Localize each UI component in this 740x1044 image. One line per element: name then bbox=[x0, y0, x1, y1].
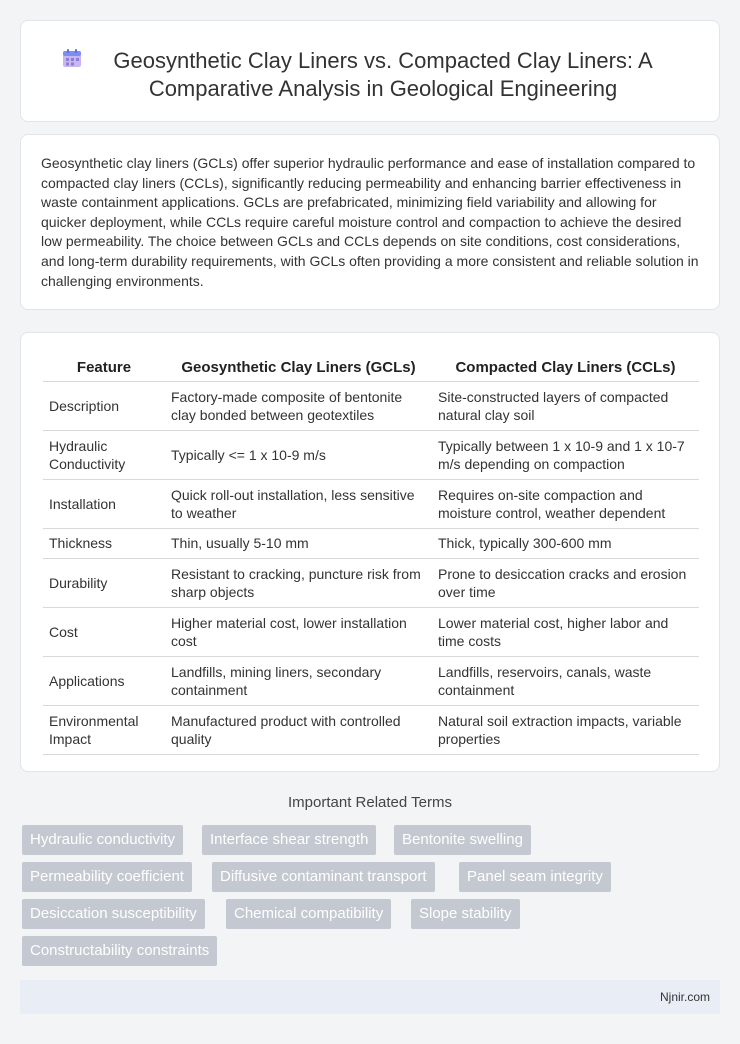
related-term-tag[interactable]: Constructability constraints bbox=[22, 936, 217, 966]
gcl-cell: Resistant to cracking, puncture risk from sharp objects bbox=[165, 558, 432, 607]
related-term-tag[interactable]: Diffusive contaminant transport bbox=[212, 862, 435, 892]
gcl-cell: Landfills, mining liners, secondary containment bbox=[165, 656, 432, 705]
gcl-cell: Manufactured product with controlled quality bbox=[165, 705, 432, 754]
table-row bbox=[43, 558, 699, 607]
ccl-cell: Lower material cost, higher labor and time costs bbox=[432, 607, 699, 656]
related-term-tag[interactable]: Chemical compatibility bbox=[226, 899, 391, 929]
ccl-cell: Typically between 1 x 10-9 and 1 x 10-7 m/s depending on compaction bbox=[432, 430, 699, 479]
table-row bbox=[43, 479, 699, 528]
title-card bbox=[20, 20, 720, 122]
ccl-cell: Prone to desiccation cracks and erosion over time bbox=[432, 558, 699, 607]
ccl-cell: Natural soil extraction impacts, variable properties bbox=[432, 705, 699, 754]
table-row bbox=[43, 656, 699, 705]
page-title: Geosynthetic Clay Liners vs. Compacted Clay Liners: A Comparative Analysis in Geological Engineering bbox=[113, 48, 653, 101]
ccl-cell: Thick, typically 300-600 mm bbox=[432, 528, 699, 558]
column-header-feature: Feature bbox=[43, 353, 165, 381]
column-header-gcl: Geosynthetic Clay Liners (GCLs) bbox=[165, 353, 432, 381]
related-term-tag[interactable]: Bentonite swelling bbox=[394, 825, 531, 855]
ccl-cell: Landfills, reservoirs, canals, waste containment bbox=[432, 656, 699, 705]
ccl-cell: Site-constructed layers of compacted natural clay soil bbox=[432, 381, 699, 430]
table-row bbox=[43, 381, 699, 430]
ccl-cell: Requires on-site compaction and moisture control, weather dependent bbox=[432, 479, 699, 528]
table-header-row bbox=[43, 353, 699, 381]
summary-paragraph: Geosynthetic clay liners (GCLs) offer superior hydraulic performance and ease of installation compared to compacted clay liners (CCLs), significantly reducing permeability and enhancing barrier effectiveness in waste containment applications. GCLs are prefabricated, minimizing field variability and allowing for quicker deployment, while CCLs require careful moisture control and compaction to achieve the desired low permeability. The choice between GCLs and CCLs depends on site conditions, cost considerations, and long-term durability requirements, with GCLs often providing a more consistent and reliable solution in challenging environments. bbox=[41, 155, 699, 289]
table-row bbox=[43, 430, 699, 479]
feature-cell: Description bbox=[43, 381, 165, 430]
feature-cell: Environmental Impact bbox=[43, 705, 165, 754]
gcl-cell: Higher material cost, lower installation cost bbox=[165, 607, 432, 656]
feature-cell: Hydraulic Conductivity bbox=[43, 430, 165, 479]
related-term-tag[interactable]: Desiccation susceptibility bbox=[22, 899, 205, 929]
gcl-cell: Thin, usually 5-10 mm bbox=[165, 528, 432, 558]
column-header-ccl: Compacted Clay Liners (CCLs) bbox=[432, 353, 699, 381]
gcl-cell: Factory-made composite of bentonite clay bonded between geotextiles bbox=[165, 381, 432, 430]
feature-cell: Installation bbox=[43, 479, 165, 528]
table-row bbox=[43, 607, 699, 656]
summary-card bbox=[20, 134, 720, 310]
feature-cell: Thickness bbox=[43, 528, 165, 558]
related-term-tag[interactable]: Hydraulic conductivity bbox=[22, 825, 183, 855]
table-row bbox=[43, 705, 699, 754]
comparison-table-card bbox=[20, 332, 720, 772]
gcl-cell: Typically <= 1 x 10-9 m/s bbox=[165, 430, 432, 479]
related-term-tag[interactable]: Permeability coefficient bbox=[22, 862, 192, 892]
related-term-tag[interactable]: Interface shear strength bbox=[202, 825, 376, 855]
related-term-tag[interactable]: Slope stability bbox=[411, 899, 520, 929]
feature-cell: Applications bbox=[43, 656, 165, 705]
feature-cell: Durability bbox=[43, 558, 165, 607]
footer bbox=[20, 980, 720, 1014]
gcl-cell: Quick roll-out installation, less sensitive to weather bbox=[165, 479, 432, 528]
comparison-table bbox=[43, 353, 699, 755]
table-row bbox=[43, 528, 699, 558]
footer-site-link[interactable]: Njnir.com bbox=[659, 990, 710, 1004]
related-term-tag[interactable]: Panel seam integrity bbox=[459, 862, 611, 892]
related-terms-heading: Important Related Terms bbox=[288, 794, 452, 811]
feature-cell: Cost bbox=[43, 607, 165, 656]
